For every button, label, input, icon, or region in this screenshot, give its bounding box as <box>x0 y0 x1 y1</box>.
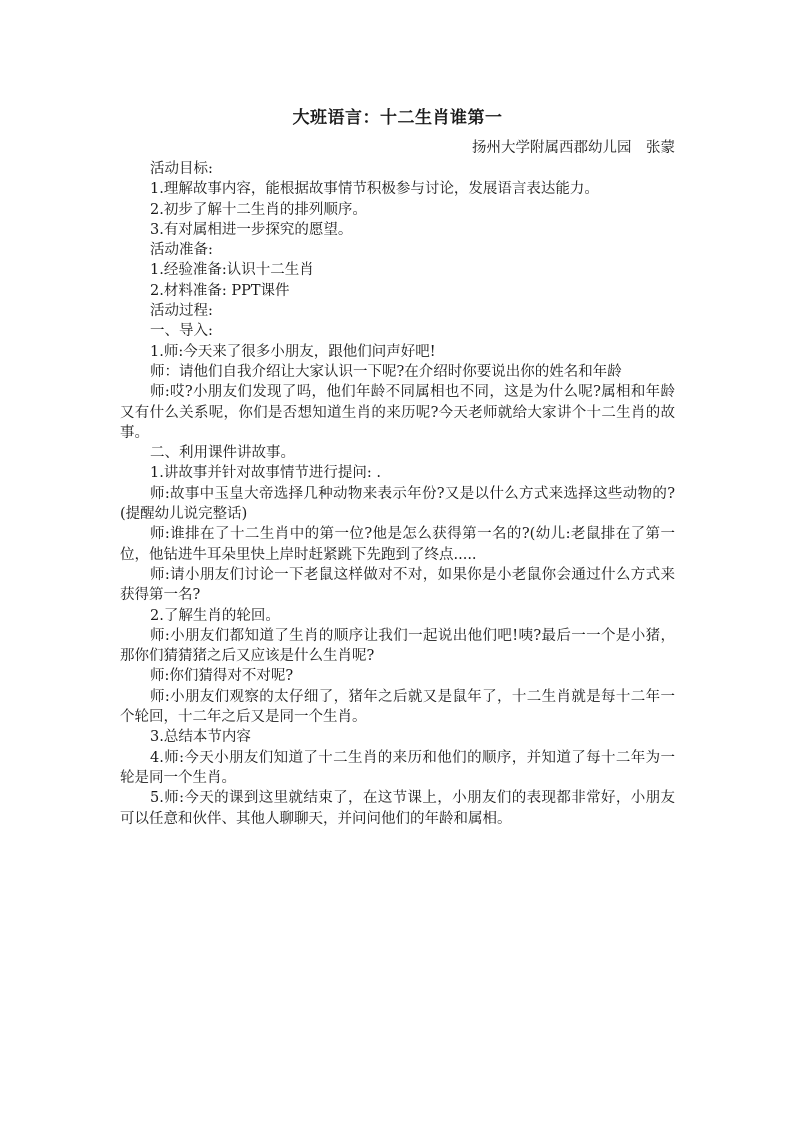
preparation-item: 2.材料准备: PPT课件 <box>150 282 290 299</box>
process-paragraph: 师:小朋友们都知道了生肖的顺序让我们一起说出他们吧!咦?最后一一个是小猪，那你们猜猜猪之后又应该是什么生肖呢? <box>120 627 675 665</box>
process-paragraph: 5.师:今天的课到这里就结束了，在这节课上，小朋友们的表现都非常好，小朋友可以任意和伙伴、其他人聊聊天，并问问他们的年龄和属相。 <box>120 790 675 827</box>
process-step-heading: 一、导入: <box>150 323 213 340</box>
section-heading-goals: 活动目标: <box>150 161 213 177</box>
process-paragraph: 1.讲故事并针对故事情节进行提问: . <box>150 465 381 482</box>
section-heading-process: 活动过程: <box>150 303 213 320</box>
process-paragraph: 2.了解生肖的轮回。 <box>150 607 280 624</box>
document-page <box>120 106 675 829</box>
process-paragraph: 师：请他们自我介绍让大家认识一下呢?在介绍时你要说出你的姓名和年龄 <box>150 363 622 380</box>
goal-item: 1.理解故事内容，能根据故事情节积极参与讨论，发展语言表达能力。 <box>150 181 599 198</box>
process-paragraph: 师:谁排在了十二生肖中的第一位?他是怎么获得第一名的?(幼儿:老鼠排在了第一位，他钻进牛耳朵里快上岸时赶紧跳下先跑到了终点..... <box>120 526 675 563</box>
process-paragraph: 1.师:今天来了很多小朋友，跟他们问声好吧! <box>150 343 436 360</box>
process-step-heading: 二、利用课件讲故事。 <box>150 445 295 462</box>
goal-item: 2.初步了解十二生肖的排列顺序。 <box>150 201 367 218</box>
process-paragraph: 师:请小朋友们讨论一下老鼠这样做对不对，如果你是小老鼠你会通过什么方式来获得第一名? <box>120 566 675 604</box>
process-paragraph: 师:小朋友们观察的太仔细了，猪年之后就又是鼠年了，十二生肖就是每十二年一个轮回，十二年之后又是同一个生肖。 <box>120 688 675 726</box>
process-paragraph: 师:故事中玉皇大帝选择几种动物来表示年份?又是以什么方式来选择这些动物的?(提醒幼儿说完整话) <box>120 485 675 523</box>
goal-item: 3.有对属相进一步探究的愿望。 <box>150 221 353 238</box>
document-author: 扬州大学附属西郡幼儿园 张蒙 <box>472 140 675 156</box>
process-paragraph: 师:哎?小朋友们发现了吗，他们年龄不同属相也不同，这是为什么呢?属相和年龄又有什么关系呢，你们是否想知道生肖的来历呢?今天老师就给大家讲个十二生肖的故事。 <box>120 384 675 441</box>
document-title: 大班语言：十二生肖谁第一 <box>292 108 503 128</box>
process-paragraph: 3.总结本节内容 <box>150 729 251 746</box>
process-paragraph: 师:你们猜得对不对呢? <box>150 668 294 685</box>
preparation-item: 1.经验准备:认识十二生肖 <box>150 262 314 279</box>
process-paragraph: 4.师:今天小朋友们知道了十二生肖的来历和他们的顺序，并知道了每十二年为一轮是同一个生肖。 <box>120 749 675 786</box>
section-heading-preparation: 活动准备: <box>150 242 213 259</box>
